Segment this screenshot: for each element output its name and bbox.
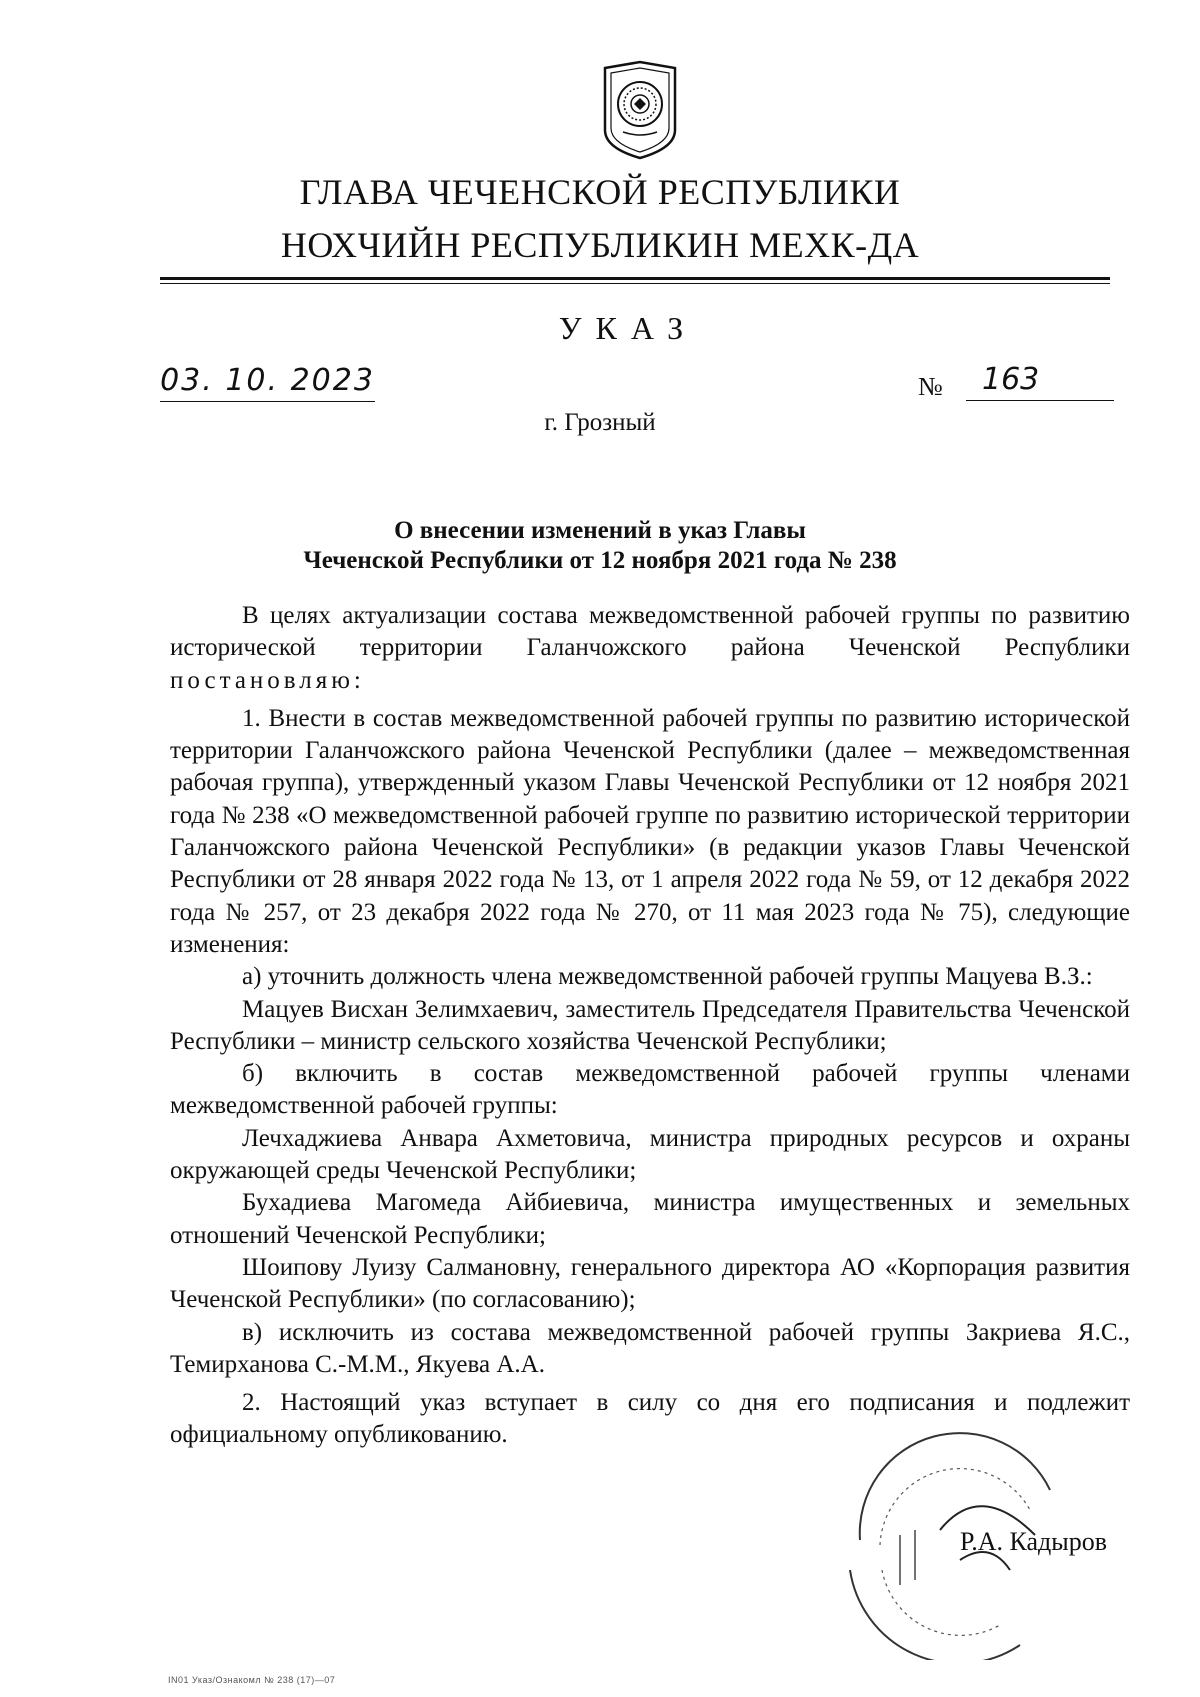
- decree-number: 163: [966, 362, 1114, 401]
- subject-line-2: Чеченской Республики от 12 ноября 2021 года № 238: [303, 547, 897, 574]
- header-line-2: НОХЧИЙН РЕСПУБЛИКИН МЕХК-ДА: [280, 225, 920, 265]
- header-line-1: ГЛАВА ЧЕЧЕНСКОЙ РЕСПУБЛИКИ: [299, 172, 901, 212]
- decree-city: г. Грозный: [544, 409, 656, 436]
- decree-date: 03. 10. 2023: [160, 363, 375, 402]
- subject-line-1: О внесении изменений в указ Главы: [394, 517, 806, 544]
- decree-title: УКАЗ: [558, 310, 698, 346]
- header-divider-thin: [160, 283, 1110, 284]
- preamble-text: В целях актуализации состава межведомственной рабочей группы по развитию исторической территории Галанчожского района Чеченской Республики: [170, 602, 1130, 662]
- decree-number-label: №: [918, 372, 943, 401]
- coat-of-arms-emblem: [595, 60, 685, 160]
- paragraph-1a: а) уточнить должность члена межведомственной рабочей группы Мацуева В.З.:: [242, 963, 1093, 991]
- paragraph-2: 2. Настоящий указ вступает в силу со дня его подписания и подлежит официальному опубликованию.: [170, 1389, 1130, 1449]
- paragraph-1a-member: Мацуев Висхан Зелимхаевич, заместитель Председателя Правительства Чеченской Республики – министр сельского хозяйства Чеченской Республики;: [170, 995, 1130, 1055]
- paragraph-1c: в) исключить из состава межведомственной рабочей группы Закриева Я.С., Темирханова С.-М.М., Якуева А.А.: [170, 1318, 1130, 1378]
- paragraph-1b-member-3: Шоипову Луизу Салмановну, генерального директора АО «Корпорация развития Чеченской Республики» (по согласованию);: [170, 1253, 1130, 1314]
- signature-name: Р.А. Кадыров: [960, 1527, 1107, 1556]
- paragraph-1: 1. Внести в состав межведомственной рабочей группы по развитию исторической территории Галанчожского района Чеченской Республики (далее – межведомственная рабочая группа), утвержденный указом Главы Чеченской Республики от 12 ноября 2021 года № 238 «О межведомственной рабочей группе по развитию исторической территории Галанчожского района Чеченской Республики» (в редакции указов Главы Чеченской Республики от 28 января 2022 года № 13, от 1 апреля 2022 года № 59, от 12 декабря 2022 года № 257, от 23 декабря 2022 года № 270, от 11 мая 2023 года № 75), следующие изменения:: [170, 704, 1130, 958]
- paragraph-1b: б) включить в состав межведомственной рабочей группы членами межведомственной рабочей группы:: [170, 1060, 1130, 1120]
- decree-body: [170, 600, 1130, 1452]
- decree-subject: [0, 516, 1200, 576]
- paragraph-1b-member-2: Бухадиева Магомеда Айбиевича, министра имущественных и земельных отношений Чеченской Республики;: [170, 1189, 1130, 1249]
- paragraph-1b-member-1: Лечхаджиева Анвара Ахметовича, министра природных ресурсов и охраны окружающей среды Чеченской Республики;: [170, 1124, 1130, 1185]
- header-divider-thick: [160, 277, 1110, 280]
- footer-code: IN01 Указ/Ознакомл № 238 (17)—07: [168, 1675, 336, 1685]
- preamble: [170, 600, 1130, 697]
- decree-word: постановляю:: [170, 666, 365, 694]
